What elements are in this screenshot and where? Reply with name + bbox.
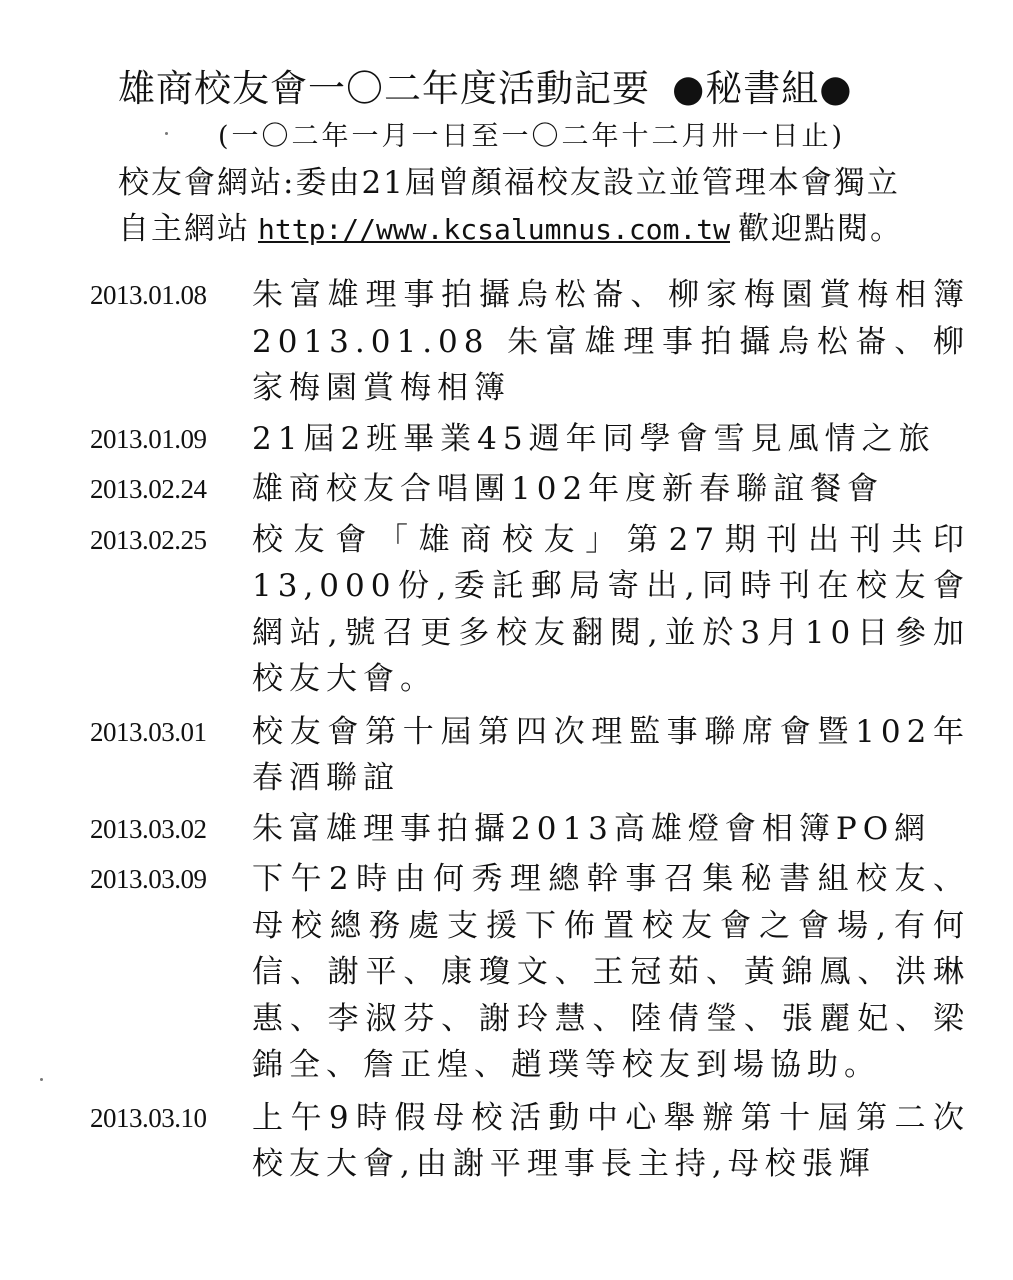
scan-speck <box>165 132 168 135</box>
entry-text: 校友會「雄商校友」第27期刊出刊共印13,000份,委託郵局寄出,同時刊在校友會網站,號召更多校友翻閱,並於3月10日參加校友大會。 <box>252 521 970 697</box>
entry-text: 朱富雄理事拍攝2013高雄燈會相簿PO網 <box>252 810 932 847</box>
website-prefix: 自主網站 <box>118 211 250 247</box>
log-entry <box>90 466 980 513</box>
entry-date: 2013.03.02 <box>90 813 207 844</box>
log-entry <box>90 806 980 853</box>
entry-text: 下午2時由何秀理總幹事召集秘書組校友、母校總務處支援下佈置校友會之會場,有何信、謝平、康瓊文、王冠茹、黃錦鳳、洪琳惠、李淑芬、謝玲慧、陸倩瑩、張麗妃、梁錦全、詹正煌、趙璞等校友到場協助。 <box>252 861 970 1083</box>
website-line-1: 校友會網站:委由21屆曾顏福校友設立並管理本會獨立 <box>118 165 900 201</box>
activity-log <box>90 272 980 1188</box>
entry-date: 2013.01.09 <box>90 423 207 454</box>
website-suffix: 歡迎點閱。 <box>738 211 904 247</box>
scan-speck <box>40 1078 43 1081</box>
entry-date: 2013.01.08 <box>90 280 207 310</box>
entry-text: 校友會第十屆第四次理監事聯席會暨102年春酒聯誼 <box>252 713 970 796</box>
page-title <box>118 58 853 112</box>
log-entry <box>90 272 980 412</box>
entry-text: 21屆2班畢業45週年同學會雪見風情之旅 <box>252 420 936 457</box>
entry-text: 雄商校友合唱團102年度新春聯誼餐會 <box>252 471 885 507</box>
entry-text: 朱富雄理事拍攝烏松崙、柳家梅園賞梅相簿2013.01.08 朱富雄理事拍攝烏松崙、柳家梅園賞梅相簿 <box>252 277 970 406</box>
website-line-2 <box>118 206 978 253</box>
log-entry <box>90 416 980 463</box>
entry-date: 2013.03.01 <box>90 716 207 747</box>
department-label: ●秘書組● <box>672 67 853 110</box>
log-entry <box>90 856 980 1089</box>
log-entry <box>90 517 980 703</box>
log-entry <box>90 709 980 802</box>
website-link[interactable]: http://www.kcsalumnus.com.tw <box>258 213 731 246</box>
entry-text: 上午9時假母校活動中心舉辦第十屆第二次校友大會,由謝平理事長主持,母校張輝 <box>252 1099 970 1182</box>
entry-date: 2013.03.10 <box>90 1102 207 1133</box>
entry-date: 2013.03.09 <box>90 864 207 894</box>
log-entry <box>90 1095 980 1188</box>
entry-date: 2013.02.25 <box>90 524 207 555</box>
entry-date: 2013.02.24 <box>90 474 207 504</box>
website-notice <box>118 160 978 253</box>
title-text: 雄商校友會一〇二年度活動記要 <box>118 67 650 110</box>
date-range: (一〇二年一月一日至一〇二年十二月卅一日止) <box>218 121 846 152</box>
